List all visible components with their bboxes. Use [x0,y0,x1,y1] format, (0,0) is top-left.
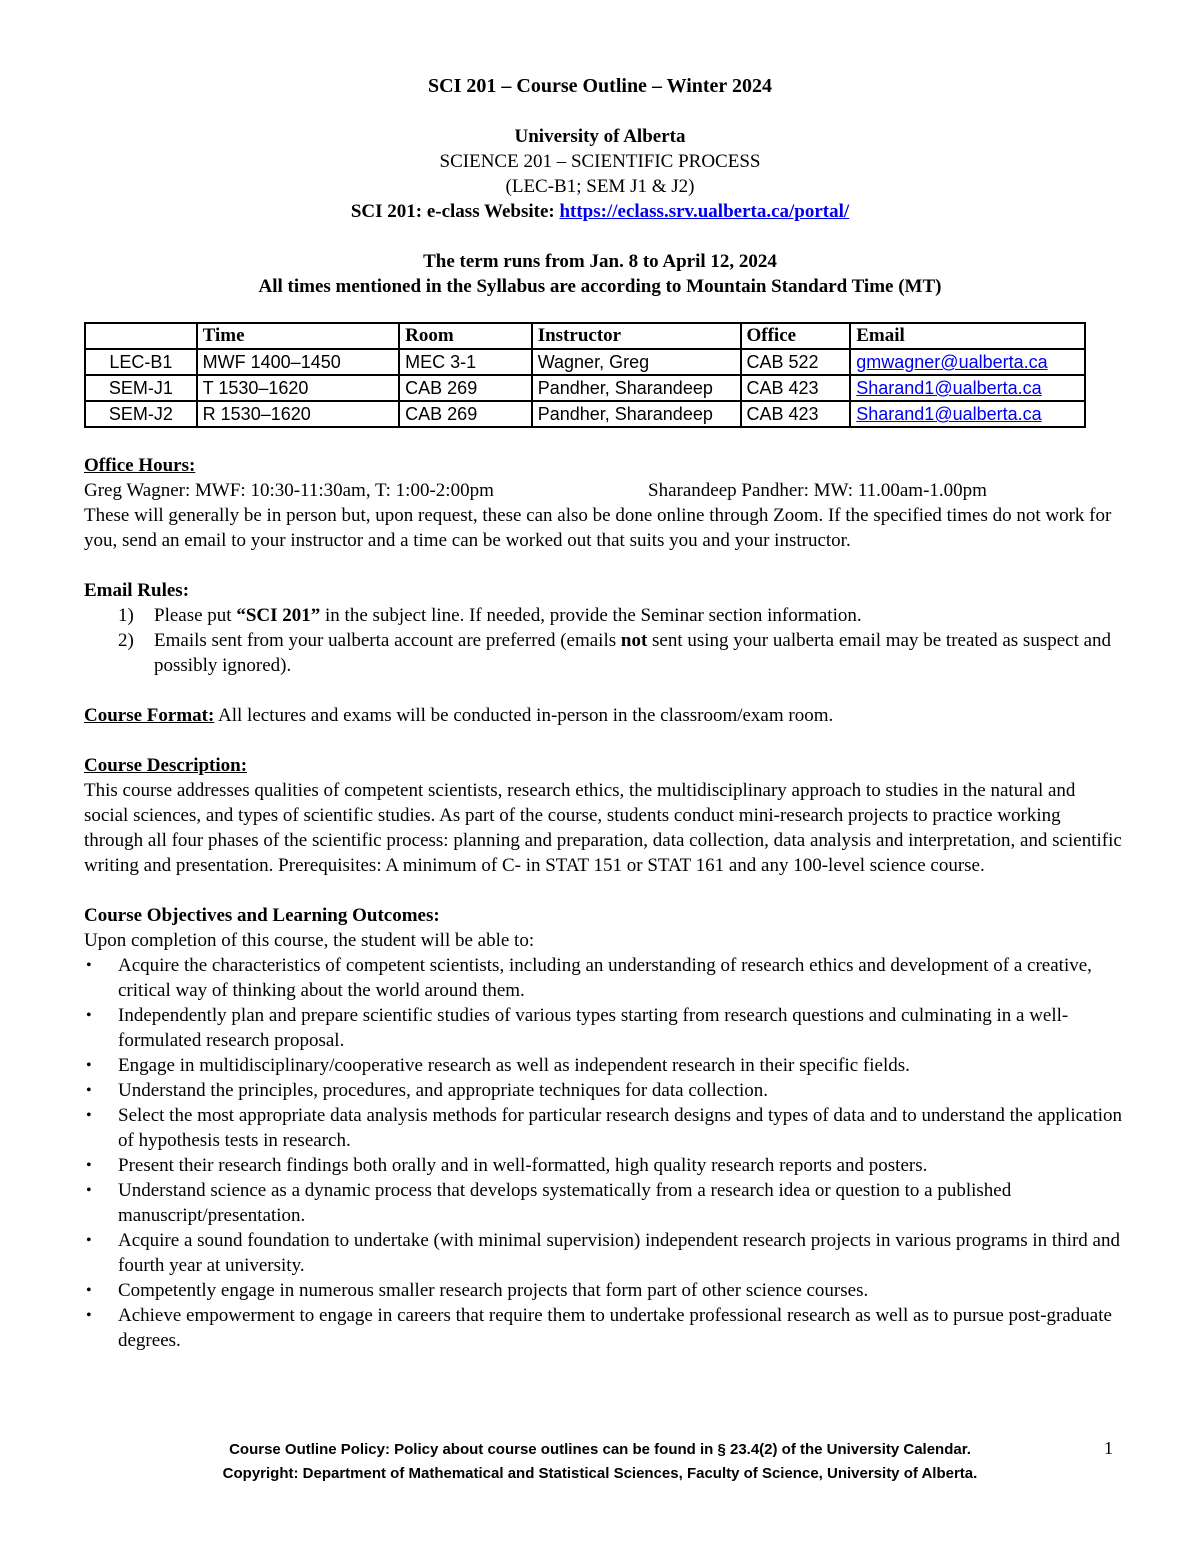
list-number: 2) [118,630,134,651]
email-cell [850,375,1085,401]
column-header [85,323,197,349]
office-hours-times [84,478,1124,503]
column-header: Email [850,323,1085,349]
column-header: Instructor [532,323,741,349]
term-dates: The term runs from Jan. 8 to April 12, 2024 [423,251,777,272]
rule-text: Please put [154,605,237,626]
list-item [84,1178,1124,1228]
email-cell [850,349,1085,375]
time-cell: MWF 1400–1450 [197,349,400,375]
table-row [85,349,1085,375]
list-item [84,1278,1124,1303]
bullet-icon: • [86,1307,92,1324]
list-item [84,1153,1124,1178]
schedule-header-row [85,323,1085,349]
objectives-heading: Course Objectives and Learning Outcomes: [84,905,440,926]
university-name: University of Alberta [514,126,686,147]
page-number: 1 [1104,1438,1113,1458]
email-link[interactable]: gmwagner@ualberta.ca [856,352,1048,372]
document-header [0,74,1200,299]
room-cell: MEC 3-1 [399,349,532,375]
instructor-cell: Pandher, Sharandeep [532,401,741,427]
office-hours-wagner: Greg Wagner: MWF: 10:30-11:30am, T: 1:00-2:00pm [84,480,494,501]
rule-emphasis: not [620,630,648,651]
course-format-text: All lectures and exams will be conducted in-person in the classroom/exam room. [214,705,834,726]
bullet-icon: • [86,1057,92,1074]
table-row [85,401,1085,427]
rule-text: sent using your ualberta email may be treated as suspect and possibly ignored). [154,630,1112,676]
footer-copyright: Copyright: Department of Mathematical and Statistical Sciences, Faculty of Science, University of Alberta. [222,1465,978,1482]
schedule-table [84,322,1086,428]
bullet-icon: • [86,1232,92,1249]
objective-text: Acquire a sound foundation to undertake (with minimal supervision) independent research projects in various programs in third and fourth year at university. [118,1230,1120,1276]
instructor-cell: Wagner, Greg [532,349,741,375]
bullet-icon: • [86,1007,92,1024]
document-body [84,453,1124,1353]
course-description-heading: Course Description: [84,755,248,776]
objective-text: Select the most appropriate data analysis methods for particular research designs and types of data and to understand the application of hypothesis tests in research. [118,1105,1123,1151]
column-header: Office [741,323,851,349]
email-rules-list [84,603,1124,678]
bullet-icon: • [86,1107,92,1124]
room-cell: CAB 269 [399,401,532,427]
bullet-icon: • [86,1082,92,1099]
rule-text: Emails sent from your ualberta account are preferred (emails [154,630,621,651]
email-link[interactable]: Sharand1@ualberta.ca [856,378,1042,398]
course-format [84,703,1124,728]
objectives-list [84,953,1124,1353]
footer-policy: Course Outline Policy: Policy about course outlines can be found in § 23.4(2) of the University Calendar. [229,1441,971,1458]
rule-text: in the subject line. If needed, provide the Seminar section information. [320,605,862,626]
section-cell: SEM-J2 [85,401,197,427]
document-title: SCI 201 – Course Outline – Winter 2024 [428,75,772,97]
course-name: SCIENCE 201 – SCIENTIFIC PROCESS [439,151,761,172]
course-format-heading: Course Format: [84,705,215,726]
eclass-label: SCI 201: e-class Website: [350,201,560,222]
timezone-note: All times mentioned in the Syllabus are according to Mountain Standard Time (MT) [258,276,942,297]
objective-text: Engage in multidisciplinary/cooperative research as well as independent research in their specific fields. [118,1055,910,1076]
office-hours-note: These will generally be in person but, upon request, these can also be done online through Zoom. If the specified times do not work for you, send an email to your instructor and a time can be worked out that suits you and your instructor. [84,505,1112,551]
office-cell: CAB 522 [741,349,851,375]
eclass-link[interactable]: https://eclass.srv.ualberta.ca/portal/ [559,201,850,222]
column-header: Time [197,323,400,349]
office-hours-heading: Office Hours: [84,455,196,476]
list-item [84,1053,1124,1078]
list-item [84,1078,1124,1103]
objective-text: Independently plan and prepare scientific studies of various types starting from research questions and culminating in a well-formulated research proposal. [118,1005,1069,1051]
objective-text: Present their research findings both orally and in well-formatted, high quality research reports and posters. [118,1155,928,1176]
list-item [84,628,1124,678]
list-item [84,1103,1124,1153]
objectives-intro: Upon completion of this course, the student will be able to: [84,930,535,951]
course-sections: (LEC-B1; SEM J1 & J2) [505,176,695,197]
list-number: 1) [118,605,134,626]
bullet-icon: • [86,1157,92,1174]
email-link[interactable]: Sharand1@ualberta.ca [856,404,1042,424]
bullet-icon: • [86,1282,92,1299]
room-cell: CAB 269 [399,375,532,401]
time-cell: R 1530–1620 [197,401,400,427]
objective-text: Achieve empowerment to engage in careers that require them to undertake professional research as well as to pursue post-graduate degrees. [118,1305,1112,1351]
list-item [84,1303,1124,1353]
objective-text: Acquire the characteristics of competent scientists, including an understanding of research ethics and development of a creative, critical way of thinking about the world around them. [118,955,1092,1001]
time-cell: T 1530–1620 [197,375,400,401]
objective-text: Understand science as a dynamic process that develops systematically from a research idea or question to a published manuscript/presentation. [118,1180,1012,1226]
bullet-icon: • [86,957,92,974]
office-cell: CAB 423 [741,375,851,401]
email-rules-heading: Email Rules: [84,580,190,601]
eclass-line [0,199,1200,224]
objective-text: Competently engage in numerous smaller research projects that form part of other science courses. [118,1280,869,1301]
list-item [84,603,1124,628]
section-cell: LEC-B1 [85,349,197,375]
list-item [84,1228,1124,1278]
bullet-icon: • [86,1182,92,1199]
list-item [84,953,1124,1003]
list-item [84,1003,1124,1053]
office-cell: CAB 423 [741,401,851,427]
course-description-text: This course addresses qualities of competent scientists, research ethics, the multidisciplinary approach to studies in the natural and social sciences, and types of scientific studies. As part of the course, students conduct mini-research projects to practice working through all four phases of the scientific process: planning and preparation, data collection, data analysis and interpretation, and scientific writing and presentation. Prerequisites: A minimum of C- in STAT 151 or STAT 161 and any 100-level science course. [84,780,1122,876]
page-footer [0,1438,1200,1486]
office-hours-pandher: Sharandeep Pandher: MW: 11.00am-1.00pm [648,480,987,501]
instructor-cell: Pandher, Sharandeep [532,375,741,401]
rule-emphasis: “SCI 201” [236,605,321,626]
column-header: Room [399,323,532,349]
section-cell: SEM-J1 [85,375,197,401]
table-row [85,375,1085,401]
email-cell [850,401,1085,427]
objective-text: Understand the principles, procedures, and appropriate techniques for data collection. [118,1080,768,1101]
